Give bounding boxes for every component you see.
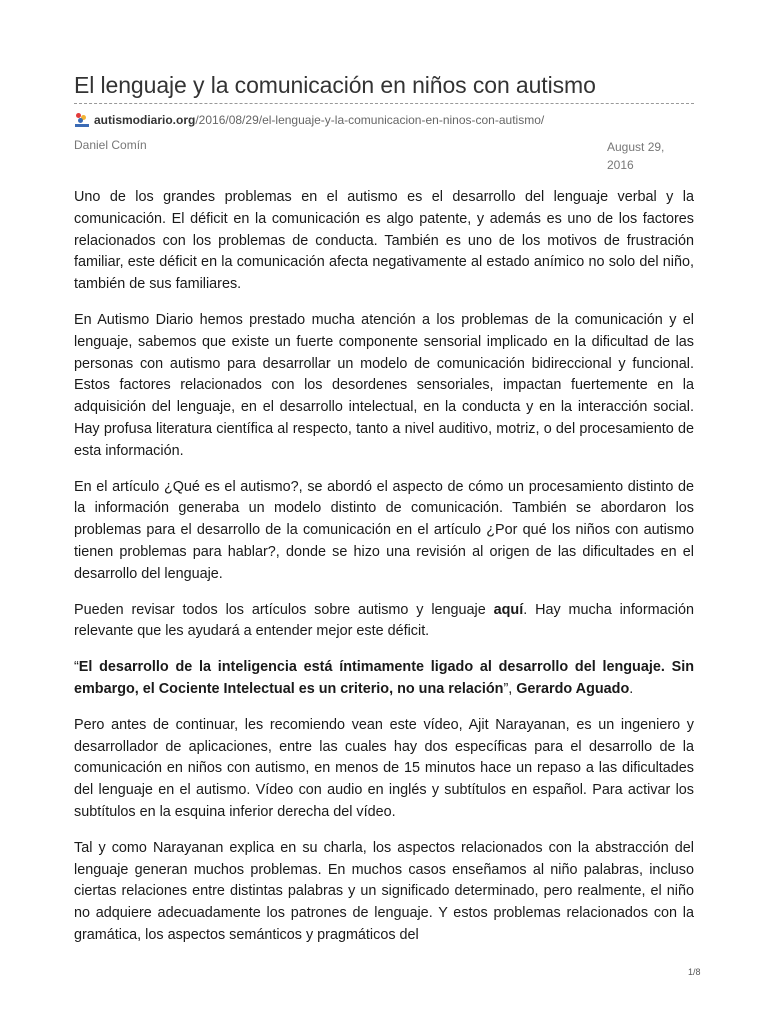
quote-open-mark: “ xyxy=(74,659,79,676)
articles-link[interactable]: aquí xyxy=(493,601,524,618)
paragraph-4-text-start: Pueden revisar todos los artículos sobre autismo y lenguaje xyxy=(74,601,494,618)
source-line xyxy=(74,112,544,128)
paragraph-4 xyxy=(74,600,694,644)
quote-end: . xyxy=(629,680,634,697)
paragraph-1: Uno de los grandes problemas en el autismo es el desarrollo del lenguaje verbal y la comunicación. El déficit en la comunicación es algo patente, y además es uno de los factores relacionados con los problemas de conducta. También es uno de los motivos de frustración familiar, este déficit en la comunicación afecta negativamente al estado anímico no solo del niño, también de sus familiares. xyxy=(74,189,694,293)
paragraph-6: Pero antes de continuar, les recomiendo vean este vídeo, Ajit Narayanan, es un ingeniero y desarrollador de aplicaciones, entre las cuales hay dos específicas para el desarrollo de la comunicación en niños con autismo, en menos de 15 minutos hace un repaso a las dificultades del lenguaje en el autismo. Vídeo con audio en inglés y subtítulos en español. Para activar los subtítulos en la esquina inferior derecha del vídeo. xyxy=(74,716,694,820)
page-title: El lenguaje y la comunicación en niños con autismo xyxy=(74,72,596,98)
source-path-link[interactable]: /2016/08/29/el-lenguaje-y-la-comunicacion-en-ninos-con-autismo/ xyxy=(195,113,545,127)
paragraph-2: En Autismo Diario hemos prestado mucha atención a los problemas de la comunicación y el lenguaje, sabemos que existe un fuerte componente sensorial implicado en la dificultad de las personas con autismo para desarrollar un modelo de comunicación bidireccional y funcional. Estos factores relacionados con los desordenes sensoriales, impactan fuertemente en la adquisición del lenguaje, en el desarrollo intelectual, en la conducta y en la interacción social. Hay profusa literatura científica al respecto, tanto a nivel auditivo, motriz, o del procesamiento de esta información. xyxy=(74,311,694,459)
article-body xyxy=(74,187,694,947)
quote-paragraph xyxy=(74,657,694,701)
quote-close-mark: ”, xyxy=(503,680,517,697)
paragraph-4-text-end: . Hay mucha información relevante que les ayudará a entender mejor este déficit. xyxy=(74,601,694,640)
paragraph-7: Tal y como Narayanan explica en su charla, los aspectos relacionados con la abstracción del lenguaje generan muchos problemas. En muchos casos enseñamos al niño palabras, incluso ciertas relaciones entre distintas palabras y un significado determinado, pero realmente, el niño no adquiere adecuadamente los patrones de lenguaje. Y estos problemas relacionados con la gramática, los aspectos semánticos y pragmáticos del xyxy=(74,839,694,943)
source-domain-link[interactable]: autismodiario.org xyxy=(94,113,196,127)
quote-author: Gerardo Aguado xyxy=(516,680,630,697)
quote-text: El desarrollo de la inteligencia está íntimamente ligado al desarrollo del lenguaje. Sin embargo, el Cociente Intelectual es un criterio, no una relación xyxy=(74,659,694,697)
title-divider xyxy=(74,103,694,104)
autismodiario-favicon-icon xyxy=(74,112,90,128)
publish-date: August 29, 2016 xyxy=(607,140,665,172)
page-number: 1/8 xyxy=(688,967,701,977)
paragraph-3: En el artículo ¿Qué es el autismo?, se abordó el aspecto de cómo un procesamiento distinto de la información generaba un modelo distinto de comunicación. También se abordaron los problemas para el desarrollo de la comunicación en el artículo ¿Por qué los niños con autismo tienen problemas para hablar?, donde se hizo una revisión al origen de las dificultades en el desarrollo del lenguaje. xyxy=(74,478,694,582)
author-name: Daniel Comín xyxy=(74,138,147,152)
